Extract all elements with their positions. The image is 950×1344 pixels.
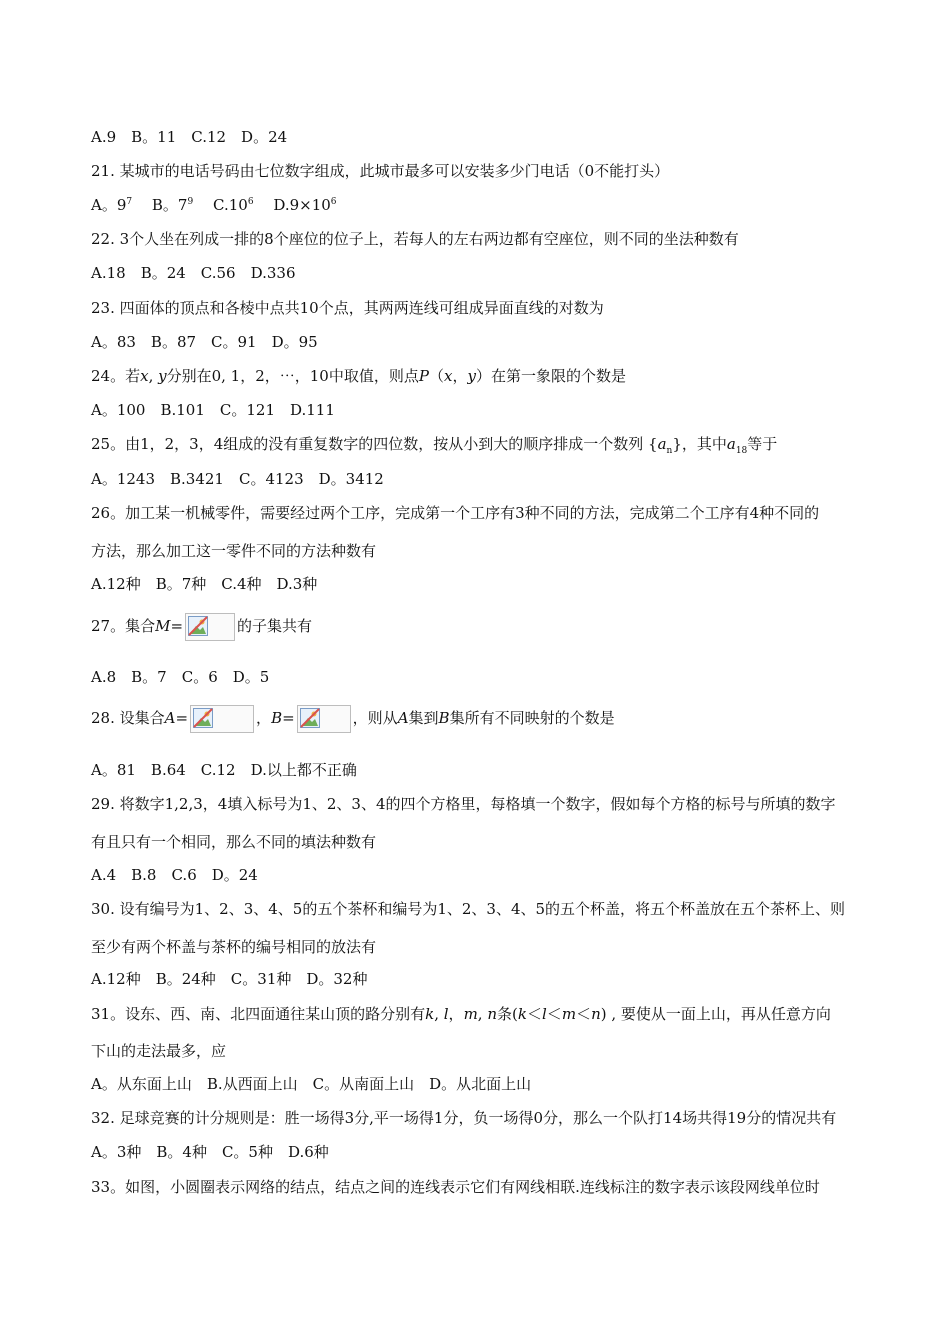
q30-answer-choices: A.12种 B。24种 C。31种 D。32种 bbox=[91, 970, 368, 988]
q24-question: 24。若x, y分别在0, 1，2，⋯，10中取值，则点P（x，y）在第一象限的个数是 bbox=[91, 367, 626, 385]
q25-answer-choices: A。1243 B.3421 C。4123 D。3412 bbox=[91, 470, 384, 488]
q29-answer-choices: A.4 B.8 C.6 D。24 bbox=[91, 866, 258, 884]
q27-answer-choices: A.8 B。7 C。6 D。5 bbox=[91, 668, 270, 686]
q29-question-line2: 有且只有一个相同，那么不同的填法种数有 bbox=[91, 833, 377, 851]
broken-image-icon bbox=[297, 705, 351, 733]
broken-image-icon bbox=[185, 613, 235, 641]
q21-question: 21. 某城市的电话号码由七位数字组成，此城市最多可以安装多少门电话（0不能打头） bbox=[91, 162, 670, 180]
q26-question-line1: 26。加工某一机械零件，需要经过两个工序，完成第一个工序有3种不同的方法，完成第二个工序有4种不同的 bbox=[91, 504, 820, 522]
q30-question-line2: 至少有两个杯盖与茶杯的编号相同的放法有 bbox=[91, 938, 377, 956]
q22-answer-choices: A.18 B。24 C.56 D.336 bbox=[91, 264, 296, 282]
q26-answer-choices: A.12种 B。7种 C.4种 D.3种 bbox=[91, 575, 318, 593]
q24-answer-choices: A。100 B.101 C。121 D.111 bbox=[91, 401, 335, 419]
q29-question-line1: 29. 将数字1,2,3，4填入标号为1、2、3、4的四个方格里，每格填一个数字，假如每个方格的标号与所填的数字 bbox=[91, 795, 836, 813]
q32-question: 32. 足球竞赛的计分规则是：胜一场得3分,平一场得1分，负一场得0分，那么一个队打14场共得19分的情况共有 bbox=[91, 1109, 837, 1127]
q33-question: 33。如图，小圆圈表示网络的结点，结点之间的连线表示它们有网线相联.连线标注的数字表示该段网线单位时 bbox=[91, 1178, 820, 1196]
broken-image-icon bbox=[190, 705, 254, 733]
q22-question: 22. 3个人坐在列成一排的8个座位的位子上，若每人的左右两边都有空座位，则不同的坐法种数有 bbox=[91, 230, 739, 248]
q31-answer-choices: A。从东面上山 B.从西面上山 C。从南面上山 D。从北面上山 bbox=[91, 1075, 532, 1093]
q28-answer-choices: A。81 B.64 C.12 D.以上都不正确 bbox=[91, 761, 357, 779]
q21-answer-choices: A。$9^7$ B。$7^9$ $C.10^6$ $D.9\times 10^6$ bbox=[91, 196, 337, 214]
q23-answer-choices: A。83 B。87 C。91 D。95 bbox=[91, 333, 318, 351]
q23-question: 23. 四面体的顶点和各棱中点共10个点，其两两连线可组成异面直线的对数为 bbox=[91, 299, 604, 317]
q28-question: 28. 设集合A= ，B= ，则从A集到B集所有不同映射的个数是 bbox=[91, 705, 615, 733]
q31-question-line2: 下山的走法最多，应 bbox=[91, 1042, 227, 1060]
q26-question-line2: 方法，那么加工这一零件不同的方法种数有 bbox=[91, 542, 377, 560]
q25-question: 25。由1，2，3，4组成的没有重复数字的四位数，按从小到大的顺序排成一个数列 $\{a_n\}$，其中$a_{18}$等于 bbox=[91, 435, 778, 456]
q32-answer-choices: A。3种 B。4种 C。5种 D.6种 bbox=[91, 1143, 329, 1161]
q30-question-line1: 30. 设有编号为1、2、3、4、5的五个茶杯和编号为1、2、3、4、5的五个杯盖，将五个杯盖放在五个茶杯上、则 bbox=[91, 900, 846, 918]
q20-answer-choices: A.9 B。11 C.12 D。24 bbox=[91, 128, 288, 146]
q31-question-line1: 31。设东、西、南、北四面通往某山顶的路分别有k, l，m, n条(k＜l＜m＜n) , 要使从一面上山，再从任意方向 bbox=[91, 1005, 831, 1023]
q27-question: 27。集合M= 的子集共有 bbox=[91, 613, 312, 641]
